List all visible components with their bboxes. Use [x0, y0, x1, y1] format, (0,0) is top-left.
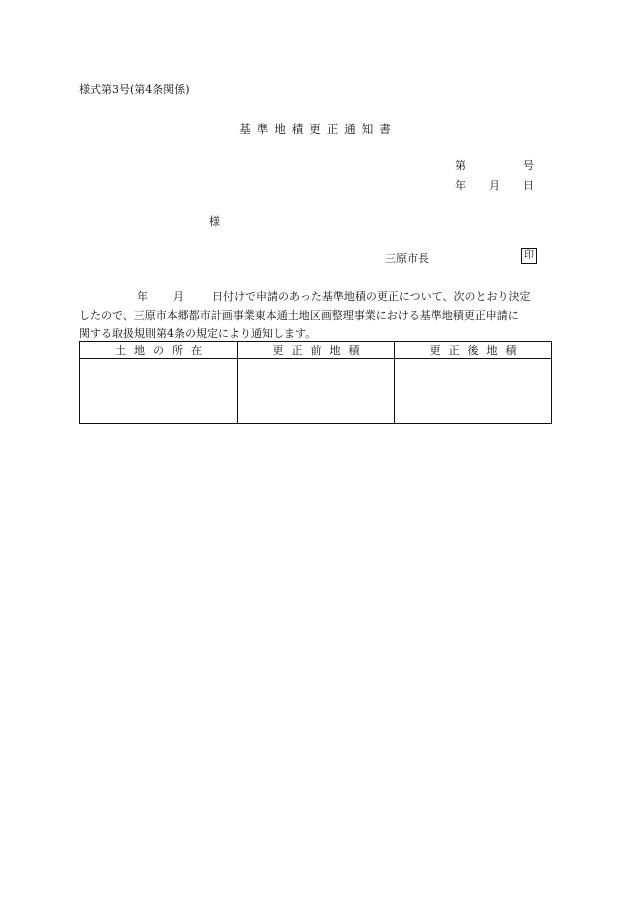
header-land-location: 土地の所在 [80, 342, 238, 359]
table-header-row [80, 342, 552, 359]
number-suffix: 号 [523, 159, 534, 172]
date-year-label: 年 [455, 179, 466, 192]
body-year-label: 年 [137, 290, 148, 303]
body-line-2: したので、三原市本郷都市計画事業東本通土地区画整理事業における基準地積更正申請に [79, 309, 519, 322]
body-line-1: 日付けで申請のあった基準地積の更正について、次のとおり決定 [212, 290, 531, 303]
header-area-after: 更正後地積 [395, 342, 552, 359]
form-number: 様式第3号(第4条関係) [79, 83, 190, 96]
cell-area-before[interactable] [238, 359, 395, 424]
number-prefix: 第 [455, 159, 466, 172]
issuer-name: 三原市長 [385, 252, 429, 265]
seal-mark: 印 [521, 248, 537, 264]
date-month-label: 月 [489, 179, 500, 192]
header-area-before: 更正前地積 [238, 342, 395, 359]
body-line-3: 関する取扱規則第4条の規定により通知します。 [79, 327, 317, 340]
document-title: 基準地積更正通知書 [239, 122, 397, 136]
date-day-label: 日 [523, 179, 534, 192]
cell-area-after[interactable] [395, 359, 552, 424]
table-row [80, 359, 552, 424]
cell-land-location[interactable] [80, 359, 238, 424]
land-area-table [79, 341, 552, 424]
body-month-label: 月 [173, 290, 184, 303]
addressee-honorific: 様 [209, 215, 220, 228]
